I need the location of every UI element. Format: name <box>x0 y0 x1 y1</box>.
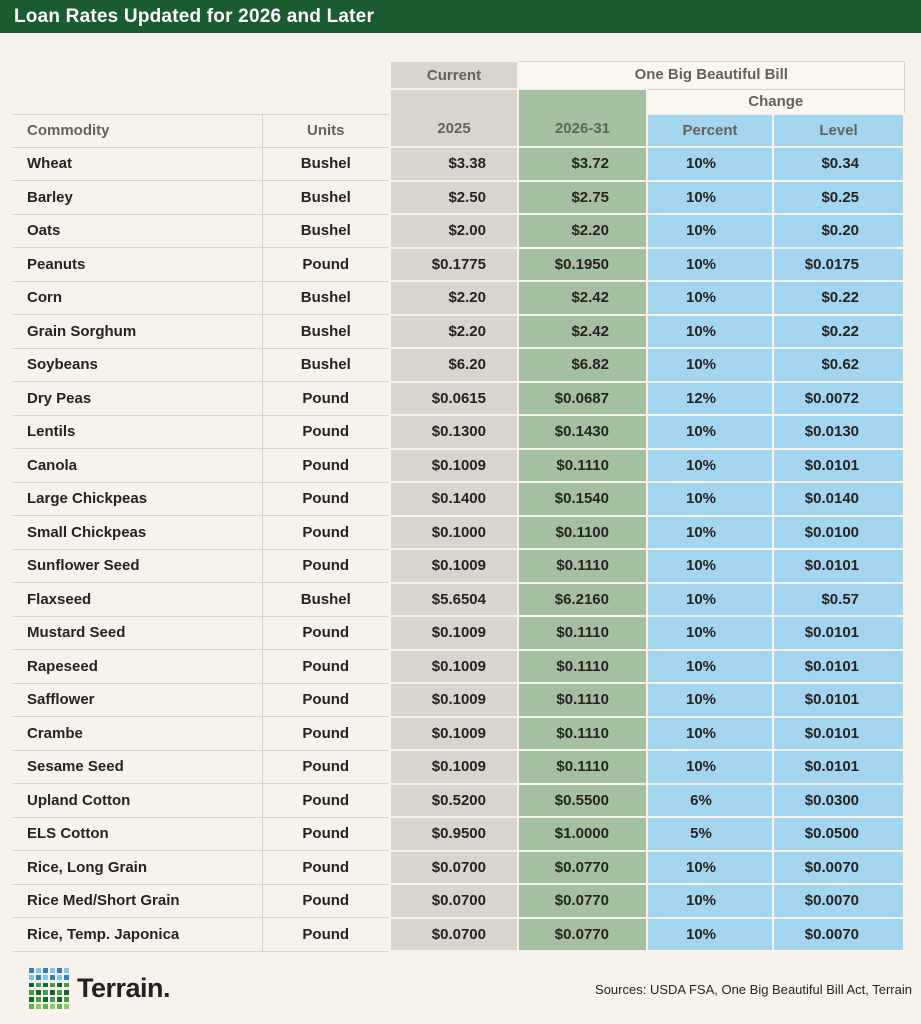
change-level-cell: $0.62 <box>773 348 904 382</box>
rate-2025-cell: $2.00 <box>390 214 518 248</box>
logo-dot <box>36 983 41 988</box>
change-level-cell: $0.22 <box>773 315 904 349</box>
logo-dot <box>50 1004 55 1009</box>
commodity-cell: Oats <box>13 214 262 248</box>
units-cell: Pound <box>262 650 390 684</box>
title-bar <box>0 0 921 33</box>
logo-dot <box>57 968 62 973</box>
logo-dot <box>43 983 48 988</box>
group-header-one-big-beautiful-bill: One Big Beautiful Bill <box>518 61 904 89</box>
rate-2025-cell: $0.5200 <box>390 784 518 818</box>
change-percent-cell: 6% <box>647 784 773 818</box>
table-row <box>13 884 904 918</box>
change-percent-cell: 5% <box>647 817 773 851</box>
commodity-cell: Flaxseed <box>13 583 262 617</box>
table-row <box>13 750 904 784</box>
group-header-row <box>13 61 904 89</box>
rate-2025-cell: $0.1009 <box>390 717 518 751</box>
rate-2025-cell: $0.0700 <box>390 918 518 952</box>
table-row <box>13 415 904 449</box>
rate-2025-cell: $0.0700 <box>390 884 518 918</box>
rate-2026-31-cell: $3.72 <box>518 147 647 181</box>
spacer-cell <box>262 89 390 114</box>
change-percent-cell: 10% <box>647 415 773 449</box>
logo-dot <box>43 975 48 980</box>
units-cell: Bushel <box>262 348 390 382</box>
commodity-cell: Soybeans <box>13 348 262 382</box>
change-percent-cell: 10% <box>647 683 773 717</box>
rate-2025-cell: $2.20 <box>390 315 518 349</box>
col-header-level: Level <box>773 114 904 147</box>
logo-dot <box>57 990 62 995</box>
commodity-cell: Sunflower Seed <box>13 549 262 583</box>
rate-2026-31-cell: $2.75 <box>518 181 647 215</box>
rate-2026-31-cell: $0.1110 <box>518 683 647 717</box>
change-percent-cell: 10% <box>647 516 773 550</box>
change-level-cell: $0.22 <box>773 281 904 315</box>
group-header-current: Current <box>390 61 518 89</box>
logo-dot <box>50 968 55 973</box>
change-level-cell: $0.0101 <box>773 650 904 684</box>
change-level-cell: $0.0101 <box>773 616 904 650</box>
change-level-cell: $0.20 <box>773 214 904 248</box>
commodity-cell: Rice, Long Grain <box>13 851 262 885</box>
units-cell: Pound <box>262 884 390 918</box>
rate-2025-cell: $0.1009 <box>390 616 518 650</box>
table-row <box>13 214 904 248</box>
rate-2026-31-cell: $2.20 <box>518 214 647 248</box>
table-row <box>13 918 904 952</box>
rate-2026-31-cell: $0.1110 <box>518 650 647 684</box>
commodity-cell: Small Chickpeas <box>13 516 262 550</box>
units-cell: Pound <box>262 248 390 282</box>
logo-dot <box>29 997 34 1002</box>
change-percent-cell: 10% <box>647 616 773 650</box>
rate-2025-cell: $0.1009 <box>390 650 518 684</box>
change-percent-cell: 10% <box>647 181 773 215</box>
rate-2026-31-cell: $0.0770 <box>518 884 647 918</box>
table-row <box>13 382 904 416</box>
logo-dot <box>43 968 48 973</box>
rate-2026-31-cell: $2.42 <box>518 315 647 349</box>
units-cell: Bushel <box>262 147 390 181</box>
change-level-cell: $0.0070 <box>773 851 904 885</box>
units-cell: Pound <box>262 851 390 885</box>
rate-2026-31-cell: $0.0770 <box>518 918 647 952</box>
commodity-cell: Barley <box>13 181 262 215</box>
commodity-cell: Peanuts <box>13 248 262 282</box>
footer-brand <box>29 968 170 1009</box>
commodity-cell: Canola <box>13 449 262 483</box>
subgroup-header-row <box>13 89 904 114</box>
rate-2025-cell: $0.0700 <box>390 851 518 885</box>
logo-dot <box>64 990 69 995</box>
rate-2026-31-cell: $0.5500 <box>518 784 647 818</box>
commodity-cell: Upland Cotton <box>13 784 262 818</box>
commodity-cell: Grain Sorghum <box>13 315 262 349</box>
table-row <box>13 516 904 550</box>
change-level-cell: $0.0175 <box>773 248 904 282</box>
commodity-cell: Dry Peas <box>13 382 262 416</box>
rate-2026-31-cell: $1.0000 <box>518 817 647 851</box>
rate-2026-31-cell: $0.1110 <box>518 616 647 650</box>
rate-2026-31-cell: $0.1540 <box>518 482 647 516</box>
change-level-cell: $0.25 <box>773 181 904 215</box>
table-row <box>13 281 904 315</box>
commodity-cell: Rice, Temp. Japonica <box>13 918 262 952</box>
units-cell: Pound <box>262 683 390 717</box>
logo-dot <box>43 990 48 995</box>
commodity-cell: ELS Cotton <box>13 817 262 851</box>
rate-2026-31-cell: $0.1100 <box>518 516 647 550</box>
change-percent-cell: 12% <box>647 382 773 416</box>
table-body <box>13 147 904 951</box>
rate-2025-cell: $0.1000 <box>390 516 518 550</box>
spacer-cell <box>13 89 262 114</box>
units-cell: Pound <box>262 616 390 650</box>
table-row <box>13 616 904 650</box>
change-level-cell: $0.0101 <box>773 717 904 751</box>
table-row <box>13 181 904 215</box>
loan-rates-table <box>13 60 905 952</box>
commodity-cell: Sesame Seed <box>13 750 262 784</box>
rate-2026-31-cell: $0.1110 <box>518 750 647 784</box>
logo-dot <box>57 975 62 980</box>
units-cell: Bushel <box>262 214 390 248</box>
table-row <box>13 717 904 751</box>
change-level-cell: $0.0072 <box>773 382 904 416</box>
commodity-cell: Corn <box>13 281 262 315</box>
rate-2025-cell: $0.1300 <box>390 415 518 449</box>
commodity-cell: Crambe <box>13 717 262 751</box>
rate-2025-cell: $3.38 <box>390 147 518 181</box>
rate-2025-cell: $0.1775 <box>390 248 518 282</box>
table-row <box>13 784 904 818</box>
rate-2025-cell: $2.20 <box>390 281 518 315</box>
table-row <box>13 147 904 181</box>
logo-dot <box>29 975 34 980</box>
change-level-cell: $0.0130 <box>773 415 904 449</box>
spacer-cell <box>262 61 390 89</box>
rate-2026-31-cell: $0.0687 <box>518 382 647 416</box>
logo-dot <box>50 990 55 995</box>
col-header-percent: Percent <box>647 114 773 147</box>
commodity-cell: Lentils <box>13 415 262 449</box>
logo-dot <box>36 997 41 1002</box>
commodity-cell: Rice Med/Short Grain <box>13 884 262 918</box>
change-level-cell: $0.0140 <box>773 482 904 516</box>
table-row <box>13 449 904 483</box>
rate-2026-31-cell: $6.82 <box>518 348 647 382</box>
rate-2025-cell: $0.0615 <box>390 382 518 416</box>
rate-2026-31-cell: $0.1110 <box>518 717 647 751</box>
rate-2026-31-cell: $6.2160 <box>518 583 647 617</box>
units-cell: Pound <box>262 382 390 416</box>
change-percent-cell: 10% <box>647 281 773 315</box>
table-row <box>13 482 904 516</box>
table-row <box>13 683 904 717</box>
units-cell: Pound <box>262 549 390 583</box>
logo-dot <box>43 997 48 1002</box>
page-title: Loan Rates Updated for 2026 and Later <box>14 5 375 27</box>
rate-2026-31-cell: $0.1950 <box>518 248 647 282</box>
logo-dot <box>50 997 55 1002</box>
change-percent-cell: 10% <box>647 918 773 952</box>
change-percent-cell: 10% <box>647 482 773 516</box>
change-level-cell: $0.34 <box>773 147 904 181</box>
logo-dot <box>43 1004 48 1009</box>
units-cell: Pound <box>262 750 390 784</box>
change-level-cell: $0.0070 <box>773 884 904 918</box>
commodity-cell: Safflower <box>13 683 262 717</box>
units-cell: Bushel <box>262 583 390 617</box>
table-row <box>13 315 904 349</box>
logo-dot <box>29 983 34 988</box>
rate-2025-cell: $6.20 <box>390 348 518 382</box>
change-percent-cell: 10% <box>647 717 773 751</box>
change-level-cell: $0.0100 <box>773 516 904 550</box>
logo-dot <box>36 990 41 995</box>
table-row <box>13 817 904 851</box>
sources-note: Sources: USDA FSA, One Big Beautiful Bill Act, Terrain <box>595 982 912 997</box>
change-level-cell: $0.0101 <box>773 549 904 583</box>
logo-dot <box>64 975 69 980</box>
logo-dot <box>57 1004 62 1009</box>
logo-dot <box>29 1004 34 1009</box>
change-percent-cell: 10% <box>647 884 773 918</box>
rate-2025-cell: $0.1009 <box>390 683 518 717</box>
change-percent-cell: 10% <box>647 851 773 885</box>
logo-dot <box>36 1004 41 1009</box>
change-level-cell: $0.0300 <box>773 784 904 818</box>
change-percent-cell: 10% <box>647 449 773 483</box>
table-row <box>13 851 904 885</box>
logo-dot <box>57 997 62 1002</box>
commodity-cell: Mustard Seed <box>13 616 262 650</box>
rate-2026-31-cell: $2.42 <box>518 281 647 315</box>
terrain-logo-icon <box>29 968 69 1009</box>
logo-dot <box>36 968 41 973</box>
units-cell: Bushel <box>262 181 390 215</box>
logo-dot <box>29 990 34 995</box>
rate-2026-31-cell: $0.0770 <box>518 851 647 885</box>
table-row <box>13 549 904 583</box>
logo-dot <box>57 983 62 988</box>
logo-dot <box>29 968 34 973</box>
logo-dot <box>64 968 69 973</box>
rate-2025-cell: $0.1009 <box>390 750 518 784</box>
brand-wordmark: Terrain. <box>77 973 171 1003</box>
rate-2026-31-cell: $0.1430 <box>518 415 647 449</box>
change-percent-cell: 10% <box>647 248 773 282</box>
units-cell: Pound <box>262 717 390 751</box>
logo-dot <box>64 1004 69 1009</box>
units-cell: Pound <box>262 449 390 483</box>
rate-2025-cell: $0.1009 <box>390 549 518 583</box>
change-level-cell: $0.0500 <box>773 817 904 851</box>
table-row <box>13 348 904 382</box>
logo-dot <box>64 983 69 988</box>
change-level-cell: $0.57 <box>773 583 904 617</box>
change-level-cell: $0.0070 <box>773 918 904 952</box>
rate-2025-cell: $0.1400 <box>390 482 518 516</box>
rate-2025-cell: $2.50 <box>390 181 518 215</box>
change-percent-cell: 10% <box>647 583 773 617</box>
table-row <box>13 583 904 617</box>
change-percent-cell: 10% <box>647 750 773 784</box>
commodity-cell: Wheat <box>13 147 262 181</box>
rate-2026-31-cell: $0.1110 <box>518 549 647 583</box>
change-percent-cell: 10% <box>647 315 773 349</box>
logo-dot <box>50 983 55 988</box>
units-cell: Pound <box>262 918 390 952</box>
rate-2025-cell: $5.6504 <box>390 583 518 617</box>
change-percent-cell: 10% <box>647 348 773 382</box>
commodity-cell: Rapeseed <box>13 650 262 684</box>
rate-2026-31-cell: $0.1110 <box>518 449 647 483</box>
change-percent-cell: 10% <box>647 147 773 181</box>
logo-dot <box>36 975 41 980</box>
change-percent-cell: 10% <box>647 549 773 583</box>
logo-dot <box>64 997 69 1002</box>
logo-dot <box>50 975 55 980</box>
units-cell: Pound <box>262 516 390 550</box>
units-cell: Pound <box>262 482 390 516</box>
units-cell: Pound <box>262 784 390 818</box>
group-header-change: Change <box>647 89 904 114</box>
rate-2025-cell: $0.1009 <box>390 449 518 483</box>
units-cell: Bushel <box>262 315 390 349</box>
spacer-cell <box>13 61 262 89</box>
units-cell: Pound <box>262 817 390 851</box>
units-cell: Pound <box>262 415 390 449</box>
rate-2025-cell: $0.9500 <box>390 817 518 851</box>
change-percent-cell: 10% <box>647 650 773 684</box>
table-row <box>13 248 904 282</box>
col-header-units: Units <box>262 114 390 147</box>
commodity-cell: Large Chickpeas <box>13 482 262 516</box>
col-header-2025: 2025 <box>390 89 518 147</box>
col-header-commodity: Commodity <box>13 114 262 147</box>
change-level-cell: $0.0101 <box>773 683 904 717</box>
col-header-2026-31: 2026-31 <box>518 89 647 147</box>
change-level-cell: $0.0101 <box>773 750 904 784</box>
change-level-cell: $0.0101 <box>773 449 904 483</box>
table-row <box>13 650 904 684</box>
units-cell: Bushel <box>262 281 390 315</box>
change-percent-cell: 10% <box>647 214 773 248</box>
